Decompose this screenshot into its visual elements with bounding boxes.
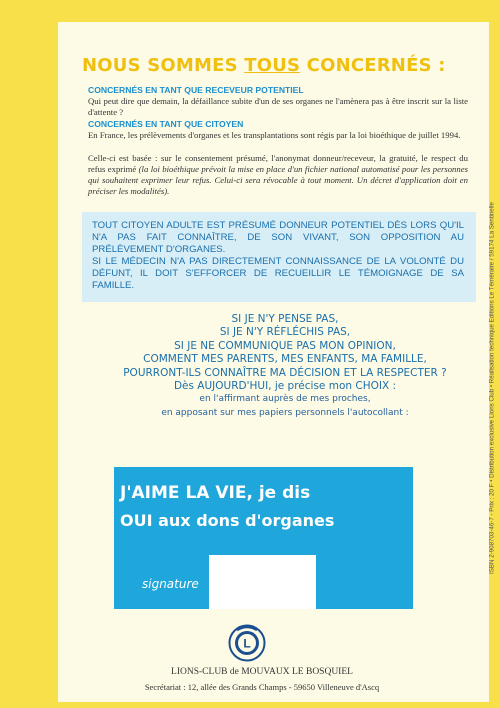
cta-line: SI JE NE COMMUNIQUE PAS MON OPINION,	[174, 339, 396, 352]
section-text-citoyen: En France, les prélèvements d'organes et les transplantations sont régis par la loi bioéthique de juillet 1994.	[88, 130, 461, 140]
info-paragraph-1: TOUT CITOYEN ADULTE EST PRÉSUMÉ DONNEUR POTENTIEL DÈS LORS QU'IL N'A PAS FAIT CONNAÎTRE, DE SON VIVANT, SON OPPOSITION AU PRÉLÈVEMENT D'ORGANES.	[92, 220, 464, 255]
info-paragraph-2: SI LE MÉDECIN N'A PAS DIRECTEMENT CONNAISSANCE DE LA VOLONTÉ DU DÉFUNT, IL DOIT S'EFFORCER DE RECUEILLIR LE TÉMOIGNAGE DE SA FAMILLE.	[92, 256, 464, 291]
cta-line: Dès AUJOURD'HUI, je précise mon CHOIX :	[173, 380, 397, 393]
section-text-citoyen-law	[88, 153, 468, 197]
call-to-action	[90, 313, 480, 420]
cta-line: POURRONT-ILS CONNAÎTRE MA DÉCISION ET LA RESPECTER ?	[123, 366, 447, 379]
headline-emphasis: TOUS	[244, 55, 301, 76]
cta-line: COMMENT MES PARENTS, MES ENFANTS, MA FAMILLE,	[143, 353, 427, 366]
lions-club-emblem-icon	[228, 624, 266, 662]
donor-sticker	[114, 467, 413, 609]
info-box	[82, 212, 476, 302]
cta-subline: en l'affirmant auprès de mes proches,	[199, 394, 371, 405]
headline-part-2: CONCERNÉS :	[300, 55, 446, 76]
section-text-receveur: Qui peut dire que demain, la défaillance subite d'un de ses organes ne l'amènera pas à être inscrit sur la liste d'attente ?	[88, 96, 468, 117]
sticker-line-1: J'AIME LA VIE, je dis	[120, 483, 311, 503]
signature-box[interactable]	[209, 555, 316, 609]
cta-line: SI JE N'Y PENSE PAS,	[231, 313, 339, 325]
club-address: Secrétariat : 12, allée des Grands Champs - 59650 Villeneuve d'Ascq	[144, 682, 380, 692]
headline-part-1: NOUS SOMMES	[82, 55, 245, 76]
club-name: LIONS-CLUB de MOUVAUX LE BOSQUIEL	[171, 667, 353, 677]
section-title-citoyen: CONCERNÉS EN TANT QUE CITOYEN	[88, 119, 244, 129]
law-text: Celle-ci est basée : sur le consentement présumé, l'anonymat donneur/receveur, la gratuité, le respect du refus exprimé	[88, 153, 468, 174]
cta-subline: en apposant sur mes papiers personnels l'autocollant :	[161, 407, 409, 418]
isbn-side-text: ISBN 2-908703-46-7 - Prix : 20 F • Distribution exclusive Lions Club • Réalisation technique Editions Le Téméraire / 59174 La Sentinelle	[488, 202, 496, 574]
law-note: (la loi bioéthique prévoit la mise en place d'un fichier national automatisé pour les personnes qui souhaitent exprimer leur refus. Celui-ci sera révocable à tout moment. Un décret d'application doit en préciser les modalités).	[88, 164, 468, 196]
logo-letter: L	[243, 636, 251, 651]
signature-label: signature	[142, 577, 199, 591]
cta-line: SI JE N'Y RÉFLÉCHIS PAS,	[219, 326, 351, 339]
section-title-receveur: CONCERNÉS EN TANT QUE RECEVEUR POTENTIEL	[88, 85, 304, 95]
sticker-line-2: OUI aux dons d'organes	[120, 511, 335, 530]
headline	[82, 55, 482, 76]
